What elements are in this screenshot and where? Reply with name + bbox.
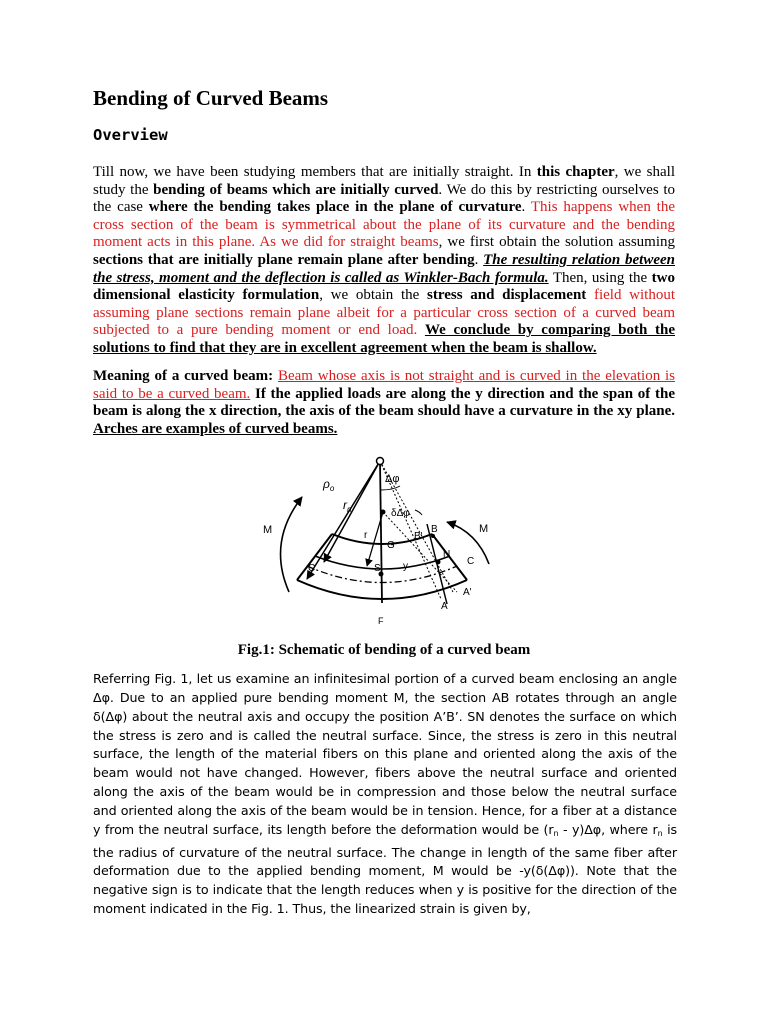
label-rn: $r_n$ xyxy=(343,498,352,514)
label-rho: $\rho_o$ xyxy=(323,477,335,493)
page-title: Bending of Curved Beams xyxy=(93,86,329,110)
body-subscript: n xyxy=(553,828,559,838)
intro-text xyxy=(586,287,594,303)
intro-text: , we first obtain the solution assuming xyxy=(438,234,676,251)
intro-text: where the bending takes place in the plane of curvature xyxy=(148,199,522,216)
curved-beam-figure xyxy=(257,452,512,632)
intro-paragraph xyxy=(93,164,675,358)
meaning-label: Meaning of a curved beam: xyxy=(93,368,274,384)
intro-text: We conclude by comparing both the solutions to find that they are in excellent agreement when the beam is shallow. xyxy=(93,322,675,356)
label-c-left: C xyxy=(308,563,316,574)
intro-text: this chapter xyxy=(536,164,615,180)
intro-text: . xyxy=(474,251,484,268)
meaning-text: Beam whose axis is not straight and is curved in the elevation is said to be a curved beam. xyxy=(93,368,676,402)
intro-text: . We do this by restricting ourselves to the case xyxy=(93,181,675,216)
intro-text: . xyxy=(521,199,531,216)
body-subscript: n xyxy=(657,828,663,838)
body-text: - y)Δφ, where r xyxy=(558,821,658,837)
point-n xyxy=(436,560,441,565)
body-text: Referring Fig. 1, let us examine an infinitesimal portion of a curved beam enclosing an angle Δφ. Due to an applied pure bending moment M, the section AB rotates through an angle δ(Δφ) about the neutral axis and occupy the position A’B’. SN denotes the surface on which the stress is zero and is called the neutral surface. Since, the stress is zero in this neutral surface, the length of the material fibers on this plane and oriented along the axis of the beam would not have changed. However, fibers above the neutral surface and oriented along the axis of the beam would be in compression and those below the neutral surface and oriented along the axis of the beam would be in tension. Hence, for a fiber at a distance y from the neutral surface, its length before the deformation would be (r xyxy=(93,671,677,837)
intro-text: bending of beams which are initially curved xyxy=(153,181,439,198)
figure-caption: Fig.1: Schematic of bending of a curved beam xyxy=(237,642,531,658)
label-c-right: C xyxy=(467,556,475,567)
center-line xyxy=(380,461,382,603)
intro-text: Then, using the xyxy=(548,269,652,286)
label-m-right: M xyxy=(479,523,489,535)
section-heading-overview: Overview xyxy=(93,126,168,144)
intro-text xyxy=(417,322,425,338)
label-f: F xyxy=(378,616,384,626)
label-delta-phi: Δφ xyxy=(385,473,400,485)
body-paragraph xyxy=(93,670,677,919)
label-a: A xyxy=(441,601,448,612)
label-y: y xyxy=(403,561,408,572)
label-s: S xyxy=(374,563,381,574)
label-r: r xyxy=(364,530,368,541)
center-point xyxy=(377,458,384,465)
point-g xyxy=(381,510,386,515)
delta-delta-phi-arc xyxy=(415,510,422,515)
label-n: N xyxy=(443,549,451,560)
intro-text: two dimensional elasticity formulation xyxy=(93,269,675,304)
label-m-left: M xyxy=(263,524,273,536)
rn-arrow xyxy=(324,461,380,562)
label-g: G xyxy=(387,540,395,551)
label-delta-delta-phi: δΔφ xyxy=(391,508,410,519)
body-text: is the radius of curvature of the neutral surface. The change in length of the same fiber after deformation due to the applied bending moment, M would be -y(δ(Δφ)). Note that the negative sign is to indicate that the length reduces when y is positive for the direction of the moment indicated in the Fig. 1. Thus, the linearized strain is given by, xyxy=(93,821,678,917)
intro-text: field without assuming plane sections remain plane albeit for a particular cross section of a curved beam subjected to a pure bending moment or end load. xyxy=(93,287,675,339)
meaning-text: If the applied loads are along the y direction and the span of the beam is along the x direction, the axis of the beam should have a curvature in the xy plane. xyxy=(93,385,675,420)
label-a-prime: A' xyxy=(463,587,472,598)
label-b: B xyxy=(431,524,438,535)
label-b-prime: B' xyxy=(414,531,423,542)
intro-text: , we obtain the xyxy=(319,287,428,304)
intro-text: , we shall study the xyxy=(93,164,675,198)
meaning-text: Arches are examples of curved beams. xyxy=(93,420,338,437)
intro-text: sections that are initially plane remain plane after bending xyxy=(93,251,475,268)
intro-text: Till now, we have been studying members that are initially straight. In xyxy=(93,164,537,180)
meaning-paragraph xyxy=(93,368,675,438)
intro-text: stress and displacement xyxy=(427,287,587,304)
intro-text: The resulting relation between the stress, moment and the deflection is called as Winkler-Bach formula. xyxy=(93,251,675,286)
delta-phi-arc xyxy=(381,486,400,490)
intro-text: This happens when the cross section of the beam is symmetrical about the plane of its curvature and the bending moment acts in this plane. As we did for straight beams xyxy=(93,199,675,251)
